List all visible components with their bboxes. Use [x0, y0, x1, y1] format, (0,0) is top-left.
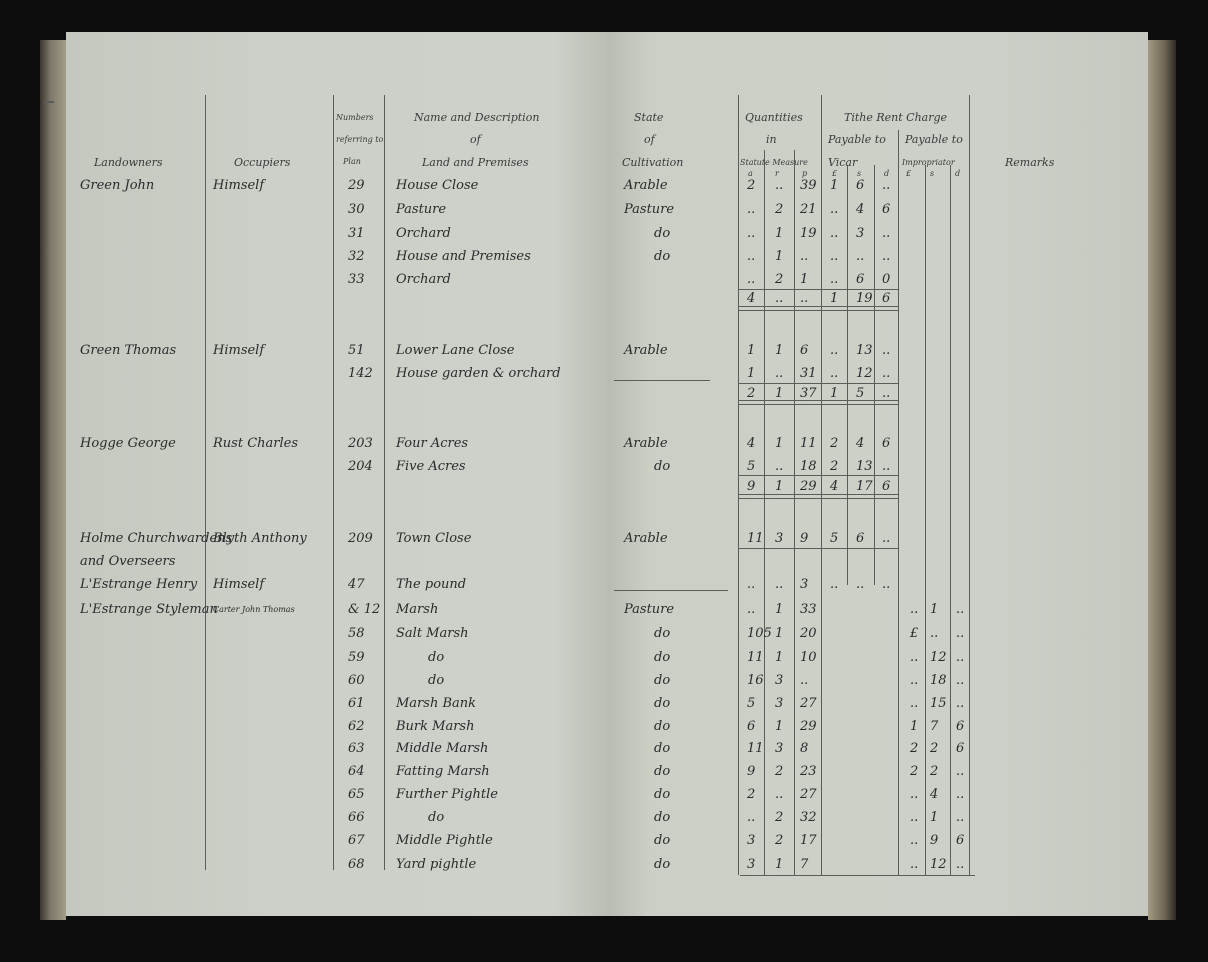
vicar-shillings-rule: [847, 165, 848, 585]
header-quantities: Quantities: [745, 111, 803, 124]
vicar-pounds-cell: ..: [830, 343, 839, 358]
subtotal-rule: [738, 289, 898, 290]
perches-cell: 3: [800, 577, 809, 592]
cultivation-cell: do: [654, 764, 671, 779]
impropriator-pence-rule: [950, 165, 951, 875]
roods-cell: 1: [775, 626, 784, 641]
cultivation-cell: Arable: [624, 343, 668, 358]
header-money-unit: £: [906, 169, 912, 178]
total-rule: [738, 494, 898, 495]
perches-cell: 11: [800, 436, 817, 451]
vicar-pence-rule: [874, 165, 875, 585]
acres-cell: 1: [747, 343, 756, 358]
roods-cell: 1: [775, 602, 784, 617]
vicar-pounds-cell: ..: [830, 366, 839, 381]
plan-number-cell: 67: [348, 833, 365, 848]
vicar-shillings-cell: 13: [856, 459, 873, 474]
impropriator-shillings-cell: 2: [930, 741, 939, 756]
impropriator-pence-cell: ..: [956, 673, 965, 688]
vicar-shillings-cell: 6: [856, 178, 865, 193]
header-name: Name and Description: [414, 111, 540, 124]
cultivation-cell: Arable: [624, 436, 668, 451]
roods-cell: 3: [775, 673, 784, 688]
cultivation-divider: [614, 590, 728, 591]
landowner-cell: Hogge George: [80, 436, 176, 451]
header-state: State: [634, 111, 664, 124]
acres-cell: ..: [747, 272, 756, 287]
impropriator-shillings-cell: 2: [930, 764, 939, 779]
plan-number-cell: & 12: [348, 602, 381, 617]
vicar-pounds-cell: 4: [830, 479, 839, 494]
header-unit: r: [775, 169, 779, 178]
land-name-cell: Marsh Bank: [396, 696, 477, 711]
acres-cell: 2: [747, 178, 756, 193]
impropriator-pence-cell: 6: [956, 741, 965, 756]
roods-cell: 1: [775, 479, 784, 494]
header-money-unit: s: [930, 169, 935, 178]
impropriator-pounds-cell: 2: [910, 741, 919, 756]
cultivation-cell: do: [654, 249, 671, 264]
roods-cell: ..: [775, 366, 784, 381]
impropriator-shillings-cell: 12: [930, 857, 947, 872]
header-name-land: Land and Premises: [422, 156, 529, 169]
occupier-cell: Himself: [213, 577, 265, 592]
cultivation-cell: do: [654, 650, 671, 665]
landowner-cell: and Overseers: [80, 554, 176, 569]
cultivation-cell: do: [654, 673, 671, 688]
impropriator-shillings-cell: 1: [930, 602, 939, 617]
land-name-cell: Five Acres: [396, 459, 466, 474]
header-remarks: Remarks: [1005, 156, 1055, 169]
perches-cell: 18: [800, 459, 817, 474]
table-bottom-rule: [740, 875, 975, 876]
cultivation-divider: [614, 380, 710, 381]
vicar-shillings-cell: 3: [856, 226, 865, 241]
roods-cell: 2: [775, 833, 784, 848]
impropriator-shillings-rule: [925, 165, 926, 875]
header-numbers: referring to: [336, 135, 384, 144]
perches-cell: 21: [800, 202, 817, 217]
acres-cell: ..: [747, 202, 756, 217]
header-numbers: Plan: [343, 157, 361, 166]
roods-cell: 1: [775, 857, 784, 872]
vicar-pounds-cell: ..: [830, 249, 839, 264]
header-numbers: Numbers: [336, 113, 374, 122]
perches-cell: 20: [800, 626, 817, 641]
header-quantities-in: in: [766, 133, 777, 146]
subtotal-rule: [738, 475, 898, 476]
impropriator-shillings-cell: 15: [930, 696, 947, 711]
perches-cell: 32: [800, 810, 817, 825]
perches-cell: 23: [800, 764, 817, 779]
acres-cell: 9: [747, 764, 756, 779]
impropriator-shillings-cell: 12: [930, 650, 947, 665]
subtotal-rule: [738, 383, 898, 384]
plan-number-cell: 31: [348, 226, 365, 241]
land-name-cell: Orchard: [396, 226, 451, 241]
acres-cell: 9: [747, 479, 756, 494]
total-double-rule: [738, 404, 898, 405]
occupier-column-rule: [205, 95, 206, 870]
perches-cell: 39: [800, 178, 817, 193]
plan-number-cell: 58: [348, 626, 365, 641]
acres-cell: ..: [747, 226, 756, 241]
impropriator-pounds-cell: ..: [910, 602, 919, 617]
land-name-cell: House and Premises: [396, 249, 531, 264]
plan-number-cell: 29: [348, 178, 365, 193]
name-column-rule: [384, 95, 385, 870]
acres-cell: 2: [747, 386, 756, 401]
land-name-cell: Pasture: [396, 202, 447, 217]
land-name-cell: Yard pightle: [396, 857, 477, 872]
total-rule: [738, 306, 898, 307]
acres-cell: 3: [747, 857, 756, 872]
land-name-cell: Lower Lane Close: [396, 343, 515, 358]
perches-cell: 29: [800, 719, 817, 734]
vicar-pounds-cell: 2: [830, 459, 839, 474]
cultivation-cell: do: [654, 696, 671, 711]
vicar-shillings-cell: 19: [856, 291, 873, 306]
header-statute-measure: Statute Measure: [740, 158, 808, 167]
vicar-pounds-cell: 1: [830, 291, 839, 306]
impropriator-pounds-cell: ..: [910, 857, 919, 872]
perches-cell: 1: [800, 272, 809, 287]
vicar-pounds-cell: 5: [830, 531, 839, 546]
vicar-pence-cell: ..: [882, 249, 891, 264]
impropriator-shillings-cell: 18: [930, 673, 947, 688]
left-page-edges: [40, 40, 66, 920]
acres-cell: 16: [747, 673, 764, 688]
vicar-pence-cell: 0: [882, 272, 891, 287]
acres-cell: 4: [747, 291, 756, 306]
impropriator-pence-cell: ..: [956, 650, 965, 665]
plan-number-cell: 59: [348, 650, 365, 665]
impropriator-pence-cell: ..: [956, 626, 965, 641]
acres-cell: 4: [747, 436, 756, 451]
plan-number-cell: 203: [348, 436, 373, 451]
impropriator-pounds-cell: ..: [910, 673, 919, 688]
acres-cell: 6: [747, 719, 756, 734]
landowner-cell: Green Thomas: [80, 343, 177, 358]
impropriator-pounds-cell: ..: [910, 787, 919, 802]
cultivation-cell: do: [654, 719, 671, 734]
perches-cell: 29: [800, 479, 817, 494]
acres-cell: 5: [747, 696, 756, 711]
roods-cell: 1: [775, 343, 784, 358]
header-payable-vicar: Payable to: [828, 133, 886, 146]
occupier-cell: Blyth Anthony: [213, 531, 307, 546]
occupier-cell: Rust Charles: [213, 436, 298, 451]
header-landowners: Landowners: [94, 156, 163, 169]
cultivation-cell: do: [654, 626, 671, 641]
total-double-rule: [738, 498, 898, 499]
impropriator-pounds-cell: 2: [910, 764, 919, 779]
landowner-cell: L'Estrange Styleman: [80, 602, 218, 617]
rods-column-rule: [764, 150, 765, 875]
roods-cell: 2: [775, 202, 784, 217]
header-impropriator: Impropriator: [902, 158, 955, 167]
cultivation-cell: Arable: [624, 531, 668, 546]
right-page-edges: [1148, 40, 1176, 920]
plan-number-cell: 30: [348, 202, 365, 217]
land-name-cell: House Close: [396, 178, 479, 193]
header-tithe-rent-charge: Tithe Rent Charge: [844, 111, 948, 124]
acres-cell: 1: [747, 366, 756, 381]
landowner-cell: L'Estrange Henry: [80, 577, 198, 592]
occupier-cell: Himself: [213, 178, 265, 193]
vicar-pence-cell: 6: [882, 436, 891, 451]
plan-number-cell: 51: [348, 343, 365, 358]
vicar-column-rule: [821, 95, 822, 875]
impropriator-shillings-cell: ..: [930, 626, 939, 641]
impropriator-pence-cell: ..: [956, 696, 965, 711]
acres-cell: 5: [747, 459, 756, 474]
vicar-shillings-cell: 6: [856, 272, 865, 287]
impropriator-pounds-cell: ..: [910, 833, 919, 848]
header-vicar: Vicar: [828, 156, 858, 169]
impropriator-pence-cell: ..: [956, 787, 965, 802]
occupier-cell: Himself: [213, 343, 265, 358]
impropriator-pounds-cell: ..: [910, 650, 919, 665]
roods-cell: 1: [775, 249, 784, 264]
perches-cell: 6: [800, 343, 809, 358]
vicar-shillings-cell: 13: [856, 343, 873, 358]
vicar-pounds-cell: ..: [830, 226, 839, 241]
plan-number-cell: 209: [348, 531, 373, 546]
header-money-unit: d: [884, 169, 890, 178]
cultivation-cell: do: [654, 787, 671, 802]
vicar-pence-cell: ..: [882, 577, 891, 592]
vicar-pence-cell: ..: [882, 386, 891, 401]
plan-number-cell: 142: [348, 366, 373, 381]
vicar-shillings-cell: 12: [856, 366, 873, 381]
plan-number-cell: 33: [348, 272, 365, 287]
header-name-of: of: [470, 133, 481, 146]
roods-cell: 2: [775, 810, 784, 825]
cultivation-cell: do: [654, 857, 671, 872]
plan-number-cell: 60: [348, 673, 365, 688]
vicar-pence-cell: 6: [882, 202, 891, 217]
roods-cell: ..: [775, 577, 784, 592]
land-name-cell: Marsh: [396, 602, 439, 617]
land-name-cell: Four Acres: [396, 436, 469, 451]
cultivation-cell: do: [654, 226, 671, 241]
acres-cell: 11: [747, 741, 764, 756]
perches-cell: 7: [800, 857, 809, 872]
quantities-column-rule: [738, 95, 739, 875]
impropriator-shillings-cell: 4: [930, 787, 939, 802]
roods-cell: ..: [775, 291, 784, 306]
perches-cell: 19: [800, 226, 817, 241]
roods-cell: 2: [775, 272, 784, 287]
roods-cell: 3: [775, 696, 784, 711]
cultivation-cell: do: [654, 741, 671, 756]
header-payable-impropriator: Payable to: [905, 133, 963, 146]
impropriator-shillings-cell: 9: [930, 833, 939, 848]
acres-cell: ..: [747, 249, 756, 264]
header-unit: a: [748, 169, 753, 178]
plan-number-cell: 47: [348, 577, 365, 592]
total-double-rule: [738, 310, 898, 311]
acres-cell: 105: [747, 626, 772, 641]
impropriator-pounds-cell: ..: [910, 810, 919, 825]
roods-cell: ..: [775, 178, 784, 193]
acres-cell: 2: [747, 787, 756, 802]
roods-cell: 1: [775, 436, 784, 451]
plan-number-cell: 61: [348, 696, 365, 711]
impropriator-pence-cell: ..: [956, 764, 965, 779]
cultivation-cell: do: [654, 810, 671, 825]
vicar-pence-cell: ..: [882, 366, 891, 381]
land-name-cell: Orchard: [396, 272, 451, 287]
vicar-shillings-cell: 17: [856, 479, 873, 494]
plan-number-cell: 68: [348, 857, 365, 872]
impropriator-pence-cell: ..: [956, 857, 965, 872]
vicar-pounds-cell: ..: [830, 202, 839, 217]
land-name-cell: Fatting Marsh: [396, 764, 490, 779]
vicar-pence-cell: ..: [882, 178, 891, 193]
perches-cell: 9: [800, 531, 809, 546]
acres-cell: 11: [747, 650, 764, 665]
roods-cell: 1: [775, 226, 784, 241]
right-page: [608, 32, 1148, 916]
land-name-cell: House garden & orchard: [396, 366, 561, 381]
acres-cell: ..: [747, 577, 756, 592]
vicar-shillings-cell: 5: [856, 386, 865, 401]
vicar-pounds-cell: ..: [830, 577, 839, 592]
perches-cell: ..: [800, 291, 809, 306]
acres-cell: 3: [747, 833, 756, 848]
roods-cell: ..: [775, 787, 784, 802]
vicar-pounds-cell: 1: [830, 178, 839, 193]
vicar-pence-cell: ..: [882, 459, 891, 474]
land-name-cell: do: [428, 650, 445, 665]
perches-cell: 33: [800, 602, 817, 617]
cultivation-cell: Pasture: [624, 602, 675, 617]
header-state-of: of: [644, 133, 655, 146]
roods-cell: 1: [775, 386, 784, 401]
vicar-pence-cell: 6: [882, 291, 891, 306]
vicar-pence-cell: ..: [882, 226, 891, 241]
vicar-shillings-cell: 6: [856, 531, 865, 546]
vicar-pounds-cell: ..: [830, 272, 839, 287]
vicar-pence-cell: 6: [882, 479, 891, 494]
land-name-cell: do: [428, 810, 445, 825]
plan-number-cell: 66: [348, 810, 365, 825]
vicar-shillings-cell: ..: [856, 577, 865, 592]
landowner-cell: Green John: [80, 178, 155, 193]
numbers-column-rule: [333, 95, 334, 870]
plan-number-cell: 63: [348, 741, 365, 756]
total-rule: [738, 400, 898, 401]
impropriator-pounds-cell: £: [910, 626, 919, 641]
land-name-cell: Salt Marsh: [396, 626, 469, 641]
perches-cell: 8: [800, 741, 809, 756]
margin-red-mark: [44, 101, 54, 103]
plan-number-cell: 204: [348, 459, 373, 474]
impropriator-pence-cell: 6: [956, 833, 965, 848]
header-cultivation: Cultivation: [622, 156, 684, 169]
vicar-pounds-cell: 1: [830, 386, 839, 401]
occupier-cell: Carter John Thomas: [213, 605, 295, 614]
perches-cell: 27: [800, 696, 817, 711]
impropriator-pence-cell: ..: [956, 602, 965, 617]
roods-cell: 3: [775, 531, 784, 546]
impropriator-pence-cell: 6: [956, 719, 965, 734]
vicar-shillings-cell: ..: [856, 249, 865, 264]
impropriator-column-rule: [898, 130, 899, 875]
plan-number-cell: 64: [348, 764, 365, 779]
cultivation-cell: Arable: [624, 178, 668, 193]
perches-cell: 10: [800, 650, 817, 665]
header-money-unit: £: [832, 169, 838, 178]
cultivation-cell: do: [654, 833, 671, 848]
vicar-pence-cell: ..: [882, 343, 891, 358]
plan-number-cell: 32: [348, 249, 365, 264]
landowner-cell: Holme Churchwardens: [80, 531, 233, 546]
acres-cell: ..: [747, 810, 756, 825]
vicar-pence-cell: ..: [882, 531, 891, 546]
vicar-pounds-cell: 2: [830, 436, 839, 451]
perches-cell: ..: [800, 673, 809, 688]
acres-cell: ..: [747, 602, 756, 617]
vicar-shillings-cell: 4: [856, 436, 865, 451]
land-name-cell: do: [428, 673, 445, 688]
roods-cell: ..: [775, 459, 784, 474]
impropriator-shillings-cell: 7: [930, 719, 939, 734]
impropriator-pounds-cell: 1: [910, 719, 919, 734]
header-money-unit: d: [955, 169, 961, 178]
header-money-unit: s: [857, 169, 862, 178]
cultivation-cell: do: [654, 459, 671, 474]
impropriator-pounds-cell: ..: [910, 696, 919, 711]
land-name-cell: The pound: [396, 577, 467, 592]
roods-cell: 1: [775, 719, 784, 734]
land-name-cell: Further Pightle: [396, 787, 498, 802]
plan-number-cell: 62: [348, 719, 365, 734]
subtotal-rule: [738, 548, 898, 549]
land-name-cell: Town Close: [396, 531, 472, 546]
perches-cell: ..: [800, 249, 809, 264]
impropriator-shillings-cell: 1: [930, 810, 939, 825]
perches-column-rule: [794, 150, 795, 875]
land-name-cell: Middle Marsh: [396, 741, 489, 756]
roods-cell: 2: [775, 764, 784, 779]
land-name-cell: Middle Pightle: [396, 833, 493, 848]
perches-cell: 27: [800, 787, 817, 802]
header-occupiers: Occupiers: [234, 156, 291, 169]
remarks-column-rule: [969, 95, 970, 875]
header-unit: p: [802, 169, 808, 178]
acres-cell: 11: [747, 531, 764, 546]
plan-number-cell: 65: [348, 787, 365, 802]
roods-cell: 3: [775, 741, 784, 756]
perches-cell: 17: [800, 833, 817, 848]
cultivation-cell: Pasture: [624, 202, 675, 217]
land-name-cell: Burk Marsh: [396, 719, 475, 734]
vicar-shillings-cell: 4: [856, 202, 865, 217]
perches-cell: 31: [800, 366, 817, 381]
impropriator-pence-cell: ..: [956, 810, 965, 825]
roods-cell: 1: [775, 650, 784, 665]
perches-cell: 37: [800, 386, 817, 401]
